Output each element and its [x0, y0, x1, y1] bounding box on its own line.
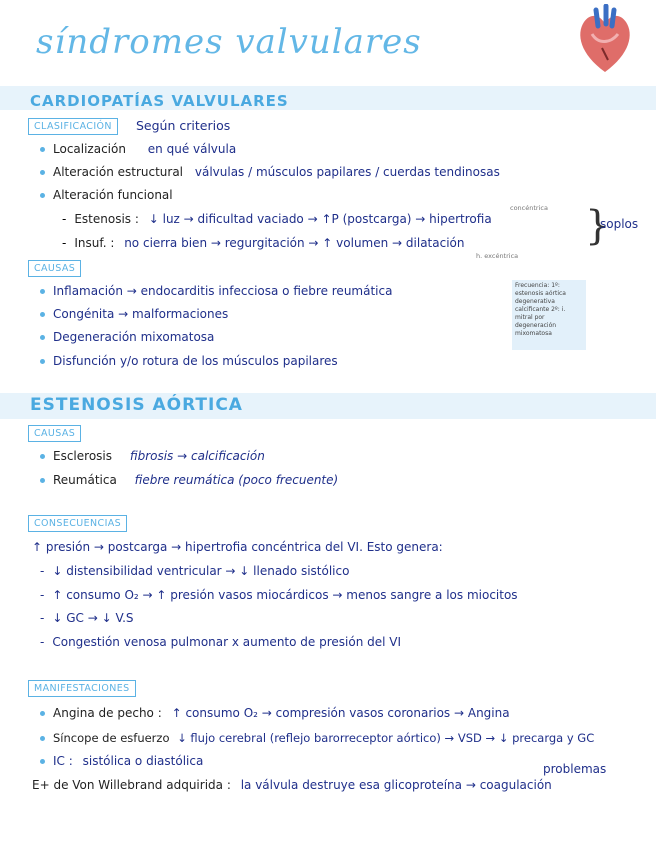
tag-manifestaciones: MANIFESTACIONES: [28, 680, 136, 697]
brace: }: [585, 203, 611, 249]
list-item: - ↓ GC → ↓ V.S: [40, 611, 134, 625]
consecuencias-intro: ↑ presión → postcarga → hipertrofia concéntrica del VI. Esto genera:: [32, 540, 443, 554]
bullet-icon: [40, 193, 45, 198]
bullet-icon: [40, 759, 45, 764]
list-item: Alteración funcional: [40, 188, 173, 202]
section-title-cardiopatias: CARDIOPATÍAS VALVULARES: [30, 92, 289, 110]
list-item: E+ de Von Willebrand adquirida : la válvula destruye esa glicoproteína → coagulación: [32, 778, 552, 792]
section-title-estenosis-aortica: ESTENOSIS AÓRTICA: [30, 395, 243, 415]
list-item: Síncope de esfuerzo ↓ flujo cerebral (reflejo barorreceptor aórtico) → VSD → ↓ precarga y GC: [40, 731, 594, 745]
bullet-icon: [40, 312, 45, 317]
bullet-icon: [40, 170, 45, 175]
list-item: - Congestión venosa pulmonar x aumento de presión del VI: [40, 635, 402, 649]
bullet-icon: [40, 478, 45, 483]
list-item: Localización en qué válvula: [40, 142, 236, 156]
tag-consecuencias: CONSECUENCIAS: [28, 515, 127, 532]
list-item: IC : sistólica o diastólica: [40, 754, 203, 768]
frequency-note: Frecuencia: 1º: estenosis aórtica degenerativa calcificante 2º: i. mitral por degeneración mixomatosa: [512, 280, 586, 350]
list-item: - ↓ distensibilidad ventricular → ↓ llenado sistólico: [40, 564, 350, 578]
annotation-excentrica: h. excéntrica: [476, 252, 519, 260]
list-item: Reumática fiebre reumática (poco frecuente): [40, 473, 338, 487]
bullet-icon: [40, 335, 45, 340]
tag-causas-ea: CAUSAS: [28, 425, 81, 442]
bullet-icon: [40, 289, 45, 294]
list-item: Congénita → malformaciones: [40, 307, 228, 321]
soplos-label: soplos: [600, 217, 639, 231]
bullet-icon: [40, 359, 45, 364]
list-item: Esclerosis fibrosis → calcificación: [40, 449, 265, 463]
page-title: síndromes valvulares: [36, 22, 422, 62]
list-item: - Insuf. : no cierra bien → regurgitación → ↑ volumen → dilatación: [62, 236, 465, 250]
list-item: - ↑ consumo O₂ → ↑ presión vasos miocárdicos → menos sangre a los miocitos: [40, 588, 518, 602]
bullet-icon: [40, 736, 45, 741]
list-item: Inflamación → endocarditis infecciosa o fiebre reumática: [40, 284, 392, 298]
bullet-icon: [40, 147, 45, 152]
annotation-concentrica: concéntrica: [510, 204, 548, 212]
tag-causas: CAUSAS: [28, 260, 81, 277]
list-item: - Estenosis : ↓ luz → dificultad vaciado → ↑P (postcarga) → hipertrofia: [62, 212, 492, 226]
list-item: Disfunción y/o rotura de los músculos papilares: [40, 354, 338, 368]
tag-clasificacion: CLASIFICACIÓN: [28, 118, 118, 135]
list-item: Angina de pecho : ↑ consumo O₂ → compresión vasos coronarios → Angina: [40, 706, 510, 720]
heart-illustration: [572, 4, 638, 76]
list-item: Degeneración mixomatosa: [40, 330, 214, 344]
bullet-icon: [40, 454, 45, 459]
clasificacion-subtitle: Según criterios: [136, 118, 231, 133]
problemas-label: problemas: [543, 762, 607, 776]
bullet-icon: [40, 711, 45, 716]
list-item: Alteración estructural válvulas / músculos papilares / cuerdas tendinosas: [40, 165, 500, 179]
